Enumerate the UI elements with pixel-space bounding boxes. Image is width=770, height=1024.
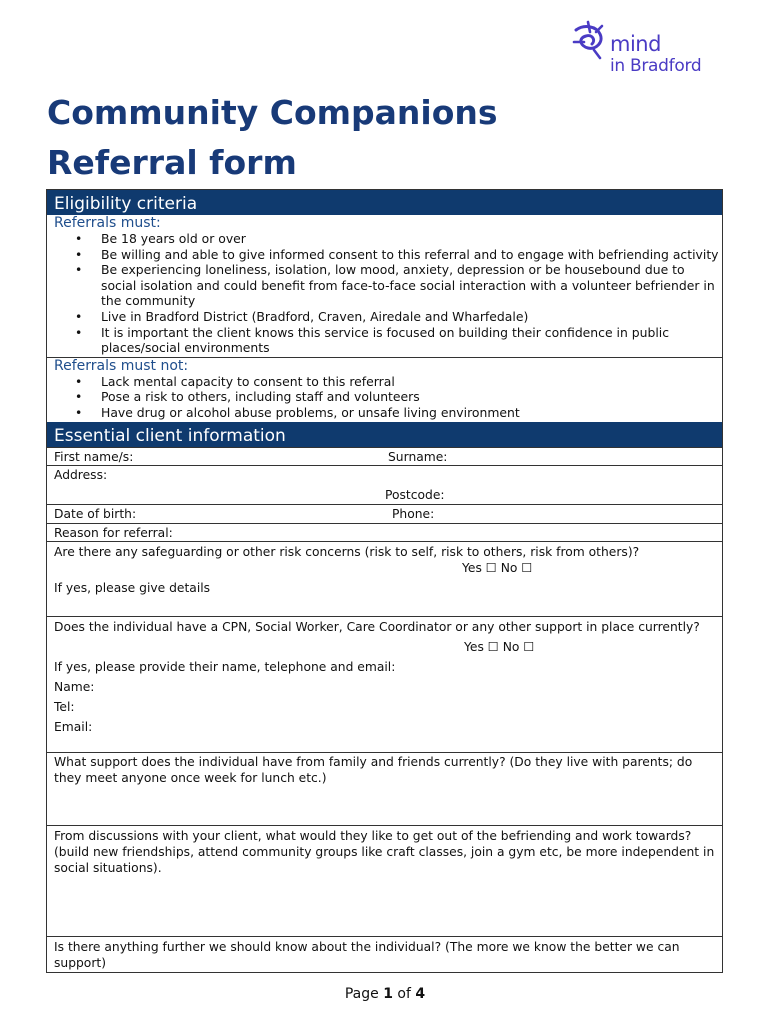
client-info-heading: Essential client information: [47, 422, 722, 447]
goals-row[interactable]: [47, 825, 722, 936]
logo-place-text: in Bradford: [610, 56, 702, 76]
of-word: of: [397, 986, 411, 1002]
dob-label: Date of birth:: [54, 506, 137, 521]
contact-email-label: Email:: [54, 719, 93, 734]
must-item: • Be 18 years old or over: [75, 231, 722, 247]
further-info-row[interactable]: [47, 936, 722, 972]
surname-label: Surname:: [388, 449, 448, 464]
support-question: Does the individual have a CPN, Social Worker, Care Coordinator or any other support in place currently?: [54, 619, 700, 634]
address-row[interactable]: [47, 465, 722, 504]
family-support-question: What support does the individual have from family and friends currently? (Do they live with parents; do they meet anyone once week for lunch etc.): [54, 754, 693, 785]
support-row[interactable]: [47, 616, 722, 752]
referral-form-table: [46, 189, 723, 973]
safeguarding-yes-no[interactable]: Yes ☐ No ☐: [462, 560, 533, 575]
eligibility-heading: Eligibility criteria: [47, 190, 722, 215]
title-line-1: Community Companions: [47, 93, 498, 132]
safeguarding-question: Are there any safeguarding or other risk concerns (risk to self, risk to others, risk from others)?: [54, 544, 640, 559]
first-name-label: First name/s:: [54, 449, 134, 464]
referrals-must-not-heading: Referrals must not:: [54, 357, 189, 374]
name-row[interactable]: [47, 447, 722, 465]
page-title: [47, 88, 498, 188]
mind-swirl-icon: [570, 20, 612, 60]
referrals-must-heading: Referrals must:: [54, 215, 161, 231]
goals-question: From discussions with your client, what would they like to get out of the befriending and work towards? (build new friendships, attend community groups like craft classes, join a gym etc, be more independent in social situations).: [54, 828, 715, 875]
page-footer: [0, 986, 770, 1002]
title-line-2: Referral form: [47, 143, 297, 182]
page-word: Page: [344, 986, 379, 1002]
dob-phone-row[interactable]: [47, 504, 722, 523]
referrals-must-section: [47, 215, 722, 358]
contact-tel-label: Tel:: [54, 699, 75, 714]
logo-mind-text: mind: [610, 32, 661, 56]
must-item: • Live in Bradford District (Bradford, Craven, Airedale and Wharfedale): [75, 309, 722, 325]
family-support-row[interactable]: [47, 752, 722, 825]
must-not-item: • Have drug or alcohol abuse problems, or unsafe living environment: [75, 405, 722, 421]
safeguarding-row[interactable]: [47, 541, 722, 616]
referrals-must-not-section: [47, 358, 722, 422]
must-item: • Be experiencing loneliness, isolation, low mood, anxiety, depression or be housebound due to social isolation and could benefit from face-to-face social interaction with a volunteer befriender in the community: [75, 262, 722, 309]
reason-label: Reason for referral:: [54, 525, 173, 540]
safeguarding-details-label: If yes, please give details: [54, 580, 211, 595]
postcode-label: Postcode:: [385, 487, 445, 502]
mind-in-bradford-logo: [570, 18, 730, 80]
reason-row[interactable]: [47, 523, 722, 541]
current-page: 1: [383, 986, 393, 1002]
must-item: • It is important the client knows this service is focused on building their confidence in public places/social environments: [75, 325, 722, 356]
support-yes-no[interactable]: Yes ☐ No ☐: [464, 639, 535, 654]
support-details-label: If yes, please provide their name, telephone and email:: [54, 659, 396, 674]
address-label: Address:: [54, 467, 108, 482]
must-not-item: • Pose a risk to others, including staff and volunteers: [75, 389, 722, 405]
must-not-item: • Lack mental capacity to consent to this referral: [75, 374, 722, 390]
contact-name-label: Name:: [54, 679, 95, 694]
phone-label: Phone:: [392, 506, 435, 521]
total-pages: 4: [415, 986, 426, 1002]
must-item: • Be willing and able to give informed consent to this referral and to engage with befriending activity: [75, 247, 722, 263]
further-info-question: Is there anything further we should know about the individual? (The more we know the better we can support): [54, 939, 680, 970]
